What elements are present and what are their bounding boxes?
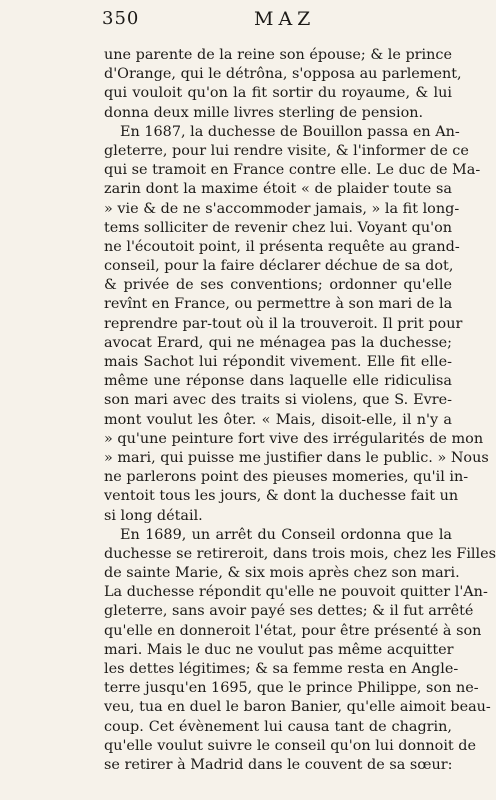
text-line: si long détail.	[104, 507, 203, 524]
text-line: » mari, qui puisse me justifier dans le public. » Nous	[104, 449, 489, 466]
text-line: En 1687, la duchesse de Bouillon passa en An-	[120, 123, 460, 140]
paragraph	[104, 123, 489, 526]
text-line: de sainte Marie, & six mois après chez son mari.	[104, 565, 460, 582]
text-line: En 1689, un arrêt du Conseil ordonna que la	[120, 526, 452, 543]
text-line: donna deux mille livres sterling de pension.	[104, 104, 424, 121]
text-line: les dettes légitimes; & sa femme resta en Angle-	[104, 661, 459, 677]
text-line: d'Orange, qui le détrôna, s'opposa au parlement,	[104, 66, 462, 83]
text-line: se retirer à Madrid dans le couvent de sa sœur:	[104, 756, 453, 773]
text-line: gleterre, sans avoir payé ses dettes; & il fut arrêté	[104, 603, 474, 620]
text-line: ne l'écoutoit point, il présenta requête au grand-	[104, 238, 460, 255]
page-number: 350	[102, 8, 140, 29]
text-line: gleterre, pour lui rendre visite, & l'informer de ce	[104, 142, 469, 159]
text-line: avocat Erard, qui ne ménagea pas la duchesse;	[104, 334, 452, 351]
body-text	[104, 46, 496, 775]
text-line: qu'elle voulut suivre le conseil qu'on lui donnoit de	[104, 737, 477, 754]
text-line: conseil, pour la faire déclarer déchue de sa dot,	[104, 258, 454, 275]
text-line: tems solliciter de revenir chez lui. Voyant qu'on	[104, 219, 452, 236]
text-line: » vie & de ne s'accommoder jamais, » la fit long-	[104, 200, 460, 217]
text-line: qui vouloit qu'on la fit sortir du royaume, & lui	[104, 85, 452, 102]
paragraph	[104, 526, 496, 775]
text-line: La duchesse répondit qu'elle ne pouvoit quitter l'An-	[104, 584, 488, 601]
text-line: reprendre par-tout où il la trouveroit. Il prit pour	[104, 315, 463, 332]
text-line: & privée de ses conventions; ordonner qu'elle	[104, 277, 452, 294]
text-line: coup. Cet évènement lui causa tant de chagrin,	[104, 718, 452, 735]
text-line: veu, tua en duel le baron Banier, qu'elle aimoit beau-	[104, 699, 491, 716]
text-line: mari. Mais le duc ne voulut pas même acquitter	[104, 641, 454, 658]
text-line: ne parlerons point des pieuses momeries, qu'il in-	[104, 469, 469, 486]
text-line: mont voulut les ôter. « Mais, disoit-elle, il n'y a	[104, 411, 452, 428]
running-title: MAZ	[254, 8, 316, 30]
text-line: » qu'une peinture fort vive des irrégularités de mon	[104, 430, 484, 447]
text-line: terre jusqu'en 1695, que le prince Philippe, son ne-	[104, 680, 479, 697]
text-line: mais Sachot lui répondit vivement. Elle fit elle-	[104, 354, 452, 370]
running-head	[102, 8, 442, 34]
text-line: revînt en France, ou permettre à son mari de la	[104, 296, 453, 313]
text-line: qu'elle en donneroit l'état, pour être présenté à son	[104, 622, 482, 639]
text-line: même une réponse dans laquelle elle ridiculisa	[104, 373, 452, 390]
paragraph	[104, 46, 462, 123]
text-line: son mari avec des traits si violens, que S. Evre-	[104, 392, 452, 409]
text-line: duchesse se retireroit, dans trois mois, chez les Filles	[104, 545, 496, 562]
text-line: zarin dont la maxime étoit « de plaider toute sa	[104, 181, 452, 198]
text-line: ventoit tous les jours, & dont la duchesse fait un	[104, 488, 459, 505]
text-line: qui se tramoit en France contre elle. Le duc de Ma-	[104, 162, 481, 179]
text-line: une parente de la reine son épouse; & le prince	[104, 47, 452, 63]
